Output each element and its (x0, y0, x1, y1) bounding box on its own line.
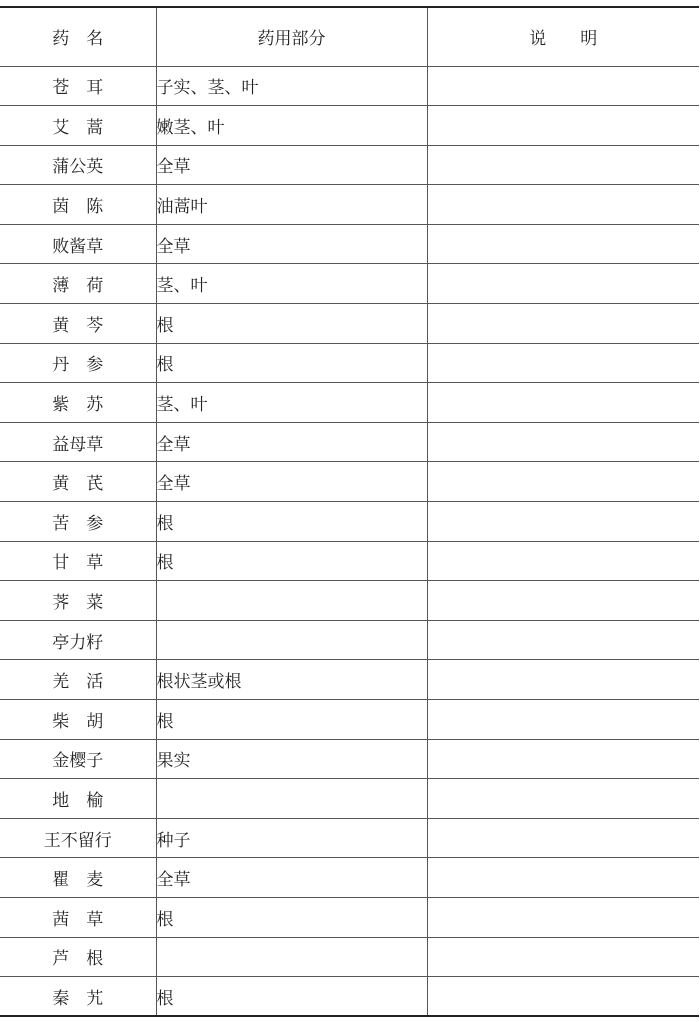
table-header (0, 7, 699, 66)
notes-cell (427, 422, 699, 462)
medicinal-part-cell: 根 (156, 897, 427, 937)
medicinal-part-cell: 油蒿叶 (156, 185, 427, 225)
medicinal-part-cell: 根 (156, 343, 427, 383)
notes-cell (427, 897, 699, 937)
table-row (0, 66, 699, 106)
notes-cell (427, 66, 699, 106)
table-row (0, 541, 699, 581)
notes-cell (427, 462, 699, 502)
medicinal-part-cell: 全草 (156, 145, 427, 185)
notes-cell (427, 383, 699, 423)
medicinal-part-cell: 根状茎或根 (156, 660, 427, 700)
herb-name-cell: 黄 芪 (0, 462, 156, 502)
notes-cell (427, 977, 699, 1017)
herb-name-cell: 柴 胡 (0, 700, 156, 740)
notes-cell (427, 541, 699, 581)
herb-name-cell: 王不留行 (0, 818, 156, 858)
header-herb-name: 药 名 (0, 7, 156, 66)
medicinal-part-cell (156, 937, 427, 977)
table-row (0, 264, 699, 304)
table-row (0, 581, 699, 621)
table-body (0, 66, 699, 1016)
notes-cell (427, 581, 699, 621)
notes-cell (427, 660, 699, 700)
medicinal-part-cell: 茎、叶 (156, 383, 427, 423)
herb-name-cell: 荠 菜 (0, 581, 156, 621)
herb-name-cell: 甘 草 (0, 541, 156, 581)
notes-cell (427, 937, 699, 977)
medicinal-part-cell: 根 (156, 977, 427, 1017)
herb-name-cell: 地 榆 (0, 779, 156, 819)
table-row (0, 106, 699, 146)
medicinal-part-cell (156, 581, 427, 621)
herb-name-cell: 蒲公英 (0, 145, 156, 185)
herb-name-cell: 芦 根 (0, 937, 156, 977)
medicinal-part-cell (156, 779, 427, 819)
table-row (0, 383, 699, 423)
notes-cell (427, 264, 699, 304)
herb-name-cell: 苍 耳 (0, 66, 156, 106)
header-notes: 说 明 (427, 7, 699, 66)
table-row (0, 502, 699, 542)
table-row (0, 779, 699, 819)
medicinal-part-cell: 嫩茎、叶 (156, 106, 427, 146)
herb-name-cell: 薄 荷 (0, 264, 156, 304)
notes-cell (427, 739, 699, 779)
table-row (0, 185, 699, 225)
herb-name-cell: 苦 参 (0, 502, 156, 542)
medicinal-part-cell: 根 (156, 541, 427, 581)
notes-cell (427, 620, 699, 660)
table-row (0, 818, 699, 858)
herb-name-cell: 丹 参 (0, 343, 156, 383)
herb-name-cell: 茵 陈 (0, 185, 156, 225)
medicinal-part-cell (156, 620, 427, 660)
notes-cell (427, 185, 699, 225)
table-row (0, 937, 699, 977)
medicinal-part-cell: 果实 (156, 739, 427, 779)
medicinal-part-cell: 全草 (156, 858, 427, 898)
table-row (0, 739, 699, 779)
herb-name-cell: 茜 草 (0, 897, 156, 937)
herb-name-cell: 羌 活 (0, 660, 156, 700)
medicinal-part-cell: 全草 (156, 224, 427, 264)
table-row (0, 304, 699, 344)
herb-name-cell: 败酱草 (0, 224, 156, 264)
medicinal-part-cell: 根 (156, 502, 427, 542)
notes-cell (427, 700, 699, 740)
table-row (0, 343, 699, 383)
medicinal-part-cell: 子实、茎、叶 (156, 66, 427, 106)
notes-cell (427, 502, 699, 542)
table-row (0, 224, 699, 264)
herb-name-cell: 益母草 (0, 422, 156, 462)
herb-name-cell: 瞿 麦 (0, 858, 156, 898)
header-medicinal-part: 药用部分 (156, 7, 427, 66)
table-row (0, 620, 699, 660)
table-row (0, 897, 699, 937)
notes-cell (427, 224, 699, 264)
table-row (0, 462, 699, 502)
medicinal-part-cell: 根 (156, 304, 427, 344)
herb-name-cell: 金樱子 (0, 739, 156, 779)
notes-cell (427, 343, 699, 383)
herb-name-cell: 秦 艽 (0, 977, 156, 1017)
table-row (0, 977, 699, 1017)
medicinal-part-cell: 全草 (156, 422, 427, 462)
notes-cell (427, 304, 699, 344)
herb-name-cell: 黄 芩 (0, 304, 156, 344)
notes-cell (427, 818, 699, 858)
notes-cell (427, 858, 699, 898)
table-row (0, 700, 699, 740)
herb-name-cell: 亭力籽 (0, 620, 156, 660)
herb-name-cell: 紫 苏 (0, 383, 156, 423)
herb-table (0, 6, 699, 1017)
medicinal-part-cell: 根 (156, 700, 427, 740)
notes-cell (427, 145, 699, 185)
medicinal-part-cell: 种子 (156, 818, 427, 858)
table-row (0, 858, 699, 898)
notes-cell (427, 779, 699, 819)
table-row (0, 145, 699, 185)
medicinal-part-cell: 茎、叶 (156, 264, 427, 304)
notes-cell (427, 106, 699, 146)
header-row (0, 7, 699, 66)
medicinal-part-cell: 全草 (156, 462, 427, 502)
herb-name-cell: 艾 蒿 (0, 106, 156, 146)
table-row (0, 422, 699, 462)
table-row (0, 660, 699, 700)
